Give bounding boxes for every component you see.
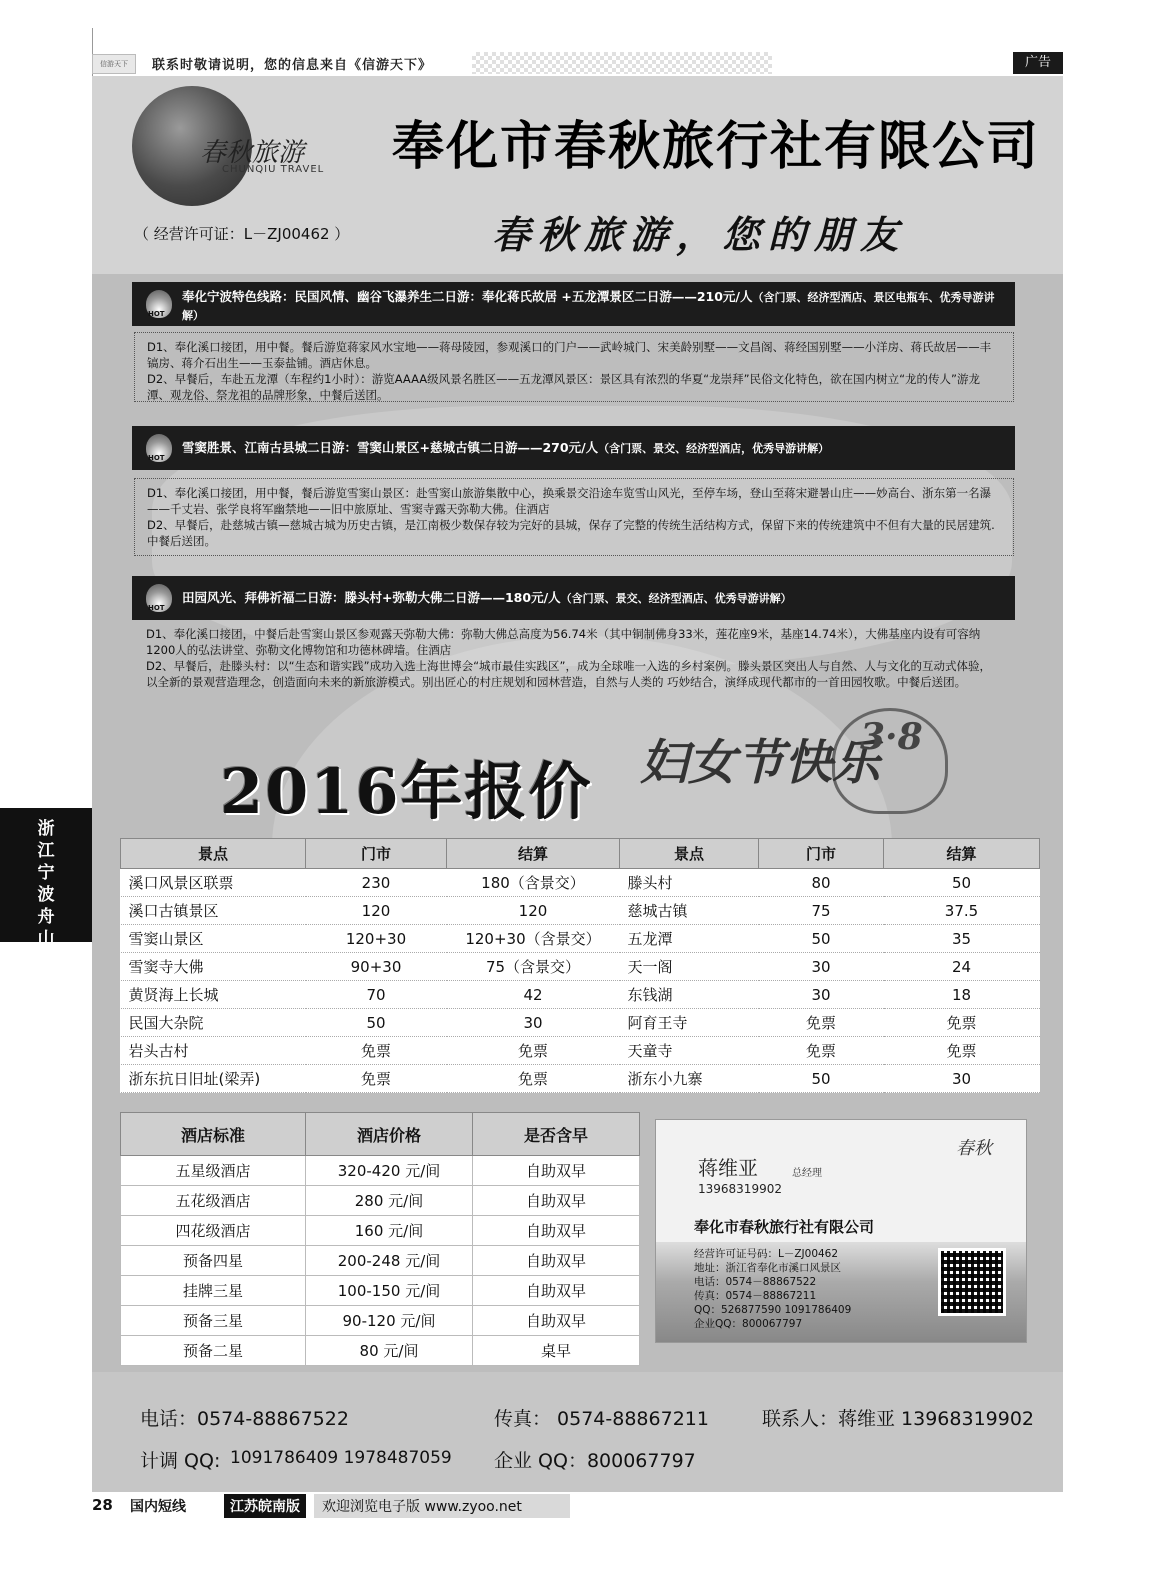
retail-price: 50 [759, 1065, 884, 1093]
retail-price: 免票 [306, 1037, 447, 1065]
settlement-price: 180（含景交） [447, 869, 620, 897]
route-1-extra: （含门票、经济型酒店、景区电瓶车、优秀导游讲解） [182, 291, 995, 322]
col-attraction: 景点 [620, 839, 759, 869]
price-row [121, 925, 1040, 953]
attraction-name: 东钱湖 [620, 981, 759, 1009]
hotel-price: 320-420 元/间 [306, 1156, 473, 1186]
card-corp-qq: 企业QQ：800067797 [694, 1318, 803, 1330]
settlement-price: 免票 [447, 1065, 620, 1093]
hotel-standard: 五星级酒店 [121, 1156, 306, 1186]
retail-price: 免票 [306, 1065, 447, 1093]
route-2-extra: （含门票、景交、经济型酒店，优秀导游讲解） [598, 442, 830, 455]
route-3-title: 田园风光、拜佛祈福二日游：滕头村+弥勒大佛二日游——180元/人 [182, 590, 561, 605]
hotel-standard: 五花级酒店 [121, 1186, 306, 1216]
page-footer [92, 1494, 1063, 1518]
logo-text-cn: 春秋旅游 [200, 138, 305, 168]
settlement-price: 35 [884, 925, 1040, 953]
route-2-title: 雪窦胜景、江南古县城二日游：雪窦山景区+慈城古镇二日游——270元/人 [182, 440, 599, 455]
ad-tag: 广告 [1013, 52, 1063, 74]
retail-price: 90+30 [306, 953, 447, 981]
card-address: 地址：浙江省奉化市溪口风景区 [694, 1262, 841, 1274]
settlement-price: 120 [447, 897, 620, 925]
hotel-row [121, 1246, 640, 1276]
settlement-price: 免票 [884, 1009, 1040, 1037]
edition-badge: 江苏皖南版 [224, 1494, 306, 1518]
hotel-row [121, 1306, 640, 1336]
card-name: 蒋维亚 [698, 1156, 758, 1180]
settlement-price: 18 [884, 981, 1040, 1009]
retail-price: 50 [759, 925, 884, 953]
logo-text-en: CHUNQIU TRAVEL [222, 164, 325, 175]
hot-flame-icon [146, 584, 172, 612]
contact-band [92, 1372, 1063, 1492]
route-3-day-1: D1、奉化溪口接团，中餐后赴雪窦山景区参观露天弥勒大佛：弥勒大佛总高度为56.74米（其中铜制佛身33米，莲花座9米，基座14.74米），大佛基座内设有可容纳1200人的弘法讲堂、弥勒文化博物馆和功德林碑墙。住酒店 [146, 627, 981, 657]
quote-title: 2016年报价 [220, 755, 593, 828]
attraction-name: 民国大杂院 [121, 1009, 306, 1037]
route-2-day-1: D1、奉化溪口接团，用中餐，餐后游览雪窦山景区：赴雪窦山旅游集散中心，换乘景交沿途车览雪山风光，至停车场，登山至蒋宋避暑山庄——妙高台、浙东第一名瀑——千丈岩、张学良将军幽禁地——旧中旅原址、雪窦寺露天弥勒大佛。住酒店 [147, 486, 992, 516]
attraction-name: 阿育王寺 [620, 1009, 759, 1037]
route-1-title: 奉化宁波特色线路：民国风情、幽谷飞瀑养生二日游：奉化蒋氏故居 +五龙潭景区二日游——210元/人 [182, 289, 753, 304]
attraction-name: 溪口风景区联票 [121, 869, 306, 897]
hot-flame-icon [146, 434, 172, 462]
festival-date: 3·8 [860, 716, 923, 758]
hotel-price: 160 元/间 [306, 1216, 473, 1246]
col-retail: 门市 [306, 839, 447, 869]
hotel-price: 90-120 元/间 [306, 1306, 473, 1336]
top-info-bar [92, 52, 1063, 76]
hotel-row [121, 1276, 640, 1306]
attraction-name: 五龙潭 [620, 925, 759, 953]
hotel-standard: 预备三星 [121, 1306, 306, 1336]
attraction-name: 天一阁 [620, 953, 759, 981]
attraction-name: 雪窦寺大佛 [121, 953, 306, 981]
settlement-price: 免票 [884, 1037, 1040, 1065]
contact-qq-values: 1091786409 1978487059 [230, 1448, 452, 1468]
settlement-price: 30 [447, 1009, 620, 1037]
contact-corp-qq: 企业 QQ：800067797 [494, 1450, 696, 1472]
section-name: 国内短线 [130, 1499, 186, 1515]
route-3-header [132, 576, 1015, 620]
card-qq: QQ：526877590 1091786409 [694, 1304, 852, 1316]
breakfast: 自助双早 [473, 1276, 640, 1306]
hotel-row [121, 1156, 640, 1186]
col-breakfast: 是否含早 [473, 1113, 640, 1156]
settlement-price: 37.5 [884, 897, 1040, 925]
col-attraction: 景点 [121, 839, 306, 869]
settlement-price: 120+30（含景交） [447, 925, 620, 953]
checker-decoration [472, 52, 772, 74]
route-2-header [132, 426, 1015, 470]
price-row [121, 1037, 1040, 1065]
price-row [121, 1009, 1040, 1037]
settlement-price: 42 [447, 981, 620, 1009]
route-3-day-2: D2、早餐后，赴滕头村：以“生态和谐实践”成功入选上海世博会“城市最佳实践区”，成为全球唯一入选的乡村案例。滕头景区突出人与自然、人与文化的互动式体验，以全新的景观营造理念，创造面向未来的新旅游模式。别出匠心的村庄规划和园林营造，自然与人类的 巧妙结合，演绎成现代都市的一首田园牧歌。中餐后送团。 [146, 659, 991, 689]
route-1-day-2: D2、早餐后，车赴五龙潭（车程约1小时）：游览AAAA级风景名胜区——五龙潭风景区：景区具有浓烈的华夏“龙崇拜”民俗文化特色，欲在国内树立“龙的传人”游龙潭、观龙俗、祭龙祖的品牌形象，中餐后送团。 [147, 372, 980, 402]
col-settlement: 结算 [447, 839, 620, 869]
attraction-name: 慈城古镇 [620, 897, 759, 925]
attraction-name: 浙东小九寨 [620, 1065, 759, 1093]
attraction-name: 天童寺 [620, 1037, 759, 1065]
route-3-itinerary [134, 620, 1014, 706]
hotel-standard: 预备四星 [121, 1246, 306, 1276]
price-row [121, 869, 1040, 897]
page-number: 28 [92, 1496, 113, 1514]
publisher-logo: 信游天下 [92, 54, 136, 74]
route-1-header [132, 282, 1015, 326]
license-number: （ 经营许可证：L－ZJ00462 ） [134, 225, 350, 243]
route-2-itinerary [134, 478, 1014, 556]
route-1-day-1: D1、奉化溪口接团，用中餐。餐后游览蒋家风水宝地——蒋母陵园，参观溪口的门户——武岭城门、宋美龄别墅——文昌阁、蒋经国别墅——小洋房、蒋氏故居——丰镐房、蒋介石出生——玉泰盐铺。酒店休息。 [147, 340, 992, 370]
contact-qq-label: 计调 QQ: [140, 1450, 221, 1472]
hotel-row [121, 1216, 640, 1246]
hotel-standard: 预备二星 [121, 1336, 306, 1366]
contact-person: 联系人：蒋维亚 13968319902 [762, 1408, 1035, 1430]
price-table-header-row [121, 839, 1040, 869]
retail-price: 免票 [759, 1037, 884, 1065]
contact-phone: 电话：0574-88867522 [140, 1408, 349, 1430]
card-mobile: 13968319902 [698, 1182, 782, 1196]
hotel-standard: 挂牌三星 [121, 1276, 306, 1306]
price-row [121, 953, 1040, 981]
hotel-table [120, 1112, 640, 1366]
hotel-price: 280 元/间 [306, 1186, 473, 1216]
card-phone: 电话：0574－88867522 [694, 1276, 817, 1288]
price-row [121, 897, 1040, 925]
attraction-name: 雪窦山景区 [121, 925, 306, 953]
settlement-price: 30 [884, 1065, 1040, 1093]
retail-price: 75 [759, 897, 884, 925]
ad-panel [92, 76, 1063, 1492]
hotel-standard: 四花级酒店 [121, 1216, 306, 1246]
price-row [121, 1065, 1040, 1093]
settlement-price: 75（含景交） [447, 953, 620, 981]
card-company: 奉化市春秋旅行社有限公司 [694, 1218, 875, 1236]
attraction-name: 滕头村 [620, 869, 759, 897]
attraction-name: 溪口古镇景区 [121, 897, 306, 925]
card-license: 经营许可证号码：L－ZJ00462 [694, 1248, 839, 1260]
breakfast: 桌早 [473, 1336, 640, 1366]
retail-price: 30 [759, 981, 884, 1009]
region-label: 浙江宁波舟山 [37, 819, 55, 949]
retail-price: 120+30 [306, 925, 447, 953]
attraction-name: 岩头古村 [121, 1037, 306, 1065]
breakfast: 自助双早 [473, 1156, 640, 1186]
price-row [121, 981, 1040, 1009]
company-title: 奉化市春秋旅行社有限公司 [392, 117, 1041, 177]
col-retail: 门市 [759, 839, 884, 869]
business-card [655, 1119, 1027, 1343]
breakfast: 自助双早 [473, 1246, 640, 1276]
col-hotel-standard: 酒店标准 [121, 1113, 306, 1156]
hot-flame-icon [146, 290, 172, 318]
contact-note: 联系时敬请说明，您的信息来自《信游天下》 [152, 58, 433, 73]
retail-price: 70 [306, 981, 447, 1009]
hotel-price: 100-150 元/间 [306, 1276, 473, 1306]
settlement-price: 24 [884, 953, 1040, 981]
settlement-price: 免票 [447, 1037, 620, 1065]
price-table [120, 838, 1040, 1093]
settlement-price: 50 [884, 869, 1040, 897]
attraction-name: 黄贤海上长城 [121, 981, 306, 1009]
festival-greeting: 妇女节快乐 [640, 735, 881, 791]
hotel-row [121, 1186, 640, 1216]
col-hotel-price: 酒店价格 [306, 1113, 473, 1156]
card-fax: 传真：0574－88867211 [694, 1290, 817, 1302]
hotel-row [121, 1336, 640, 1366]
region-side-tab [0, 808, 92, 949]
retail-price: 50 [306, 1009, 447, 1037]
slogan: 春秋旅游，您的朋友 [492, 212, 907, 257]
col-settlement: 结算 [884, 839, 1040, 869]
hotel-table-header-row [121, 1113, 640, 1156]
card-logo-mark: 春秋 [956, 1138, 992, 1159]
route-2-day-2: D2、早餐后，赴慈城古镇—慈城古城为历史古镇，是江南极少数保存较为完好的县城，保存了完整的传统生活结构方式，保留下来的传统建筑中不但有大量的民居建筑.中餐后送团。 [147, 518, 995, 548]
qr-code-icon [938, 1248, 1006, 1316]
retail-price: 免票 [759, 1009, 884, 1037]
website-link[interactable]: 欢迎浏览电子版 www.zyoo.net [314, 1494, 570, 1518]
breakfast: 自助双早 [473, 1216, 640, 1246]
retail-price: 120 [306, 897, 447, 925]
hotel-price: 200-248 元/间 [306, 1246, 473, 1276]
retail-price: 80 [759, 869, 884, 897]
breakfast: 自助双早 [473, 1306, 640, 1336]
contact-fax: 传真： 0574-88867211 [494, 1408, 709, 1430]
retail-price: 30 [759, 953, 884, 981]
hotel-price: 80 元/间 [306, 1336, 473, 1366]
retail-price: 230 [306, 869, 447, 897]
attraction-name: 浙东抗日旧址(梁弄) [121, 1065, 306, 1093]
route-1-itinerary [134, 332, 1014, 402]
card-role: 总经理 [792, 1168, 822, 1179]
breakfast: 自助双早 [473, 1186, 640, 1216]
route-3-extra: （含门票、景交、经济型酒店、优秀导游讲解） [560, 592, 792, 605]
